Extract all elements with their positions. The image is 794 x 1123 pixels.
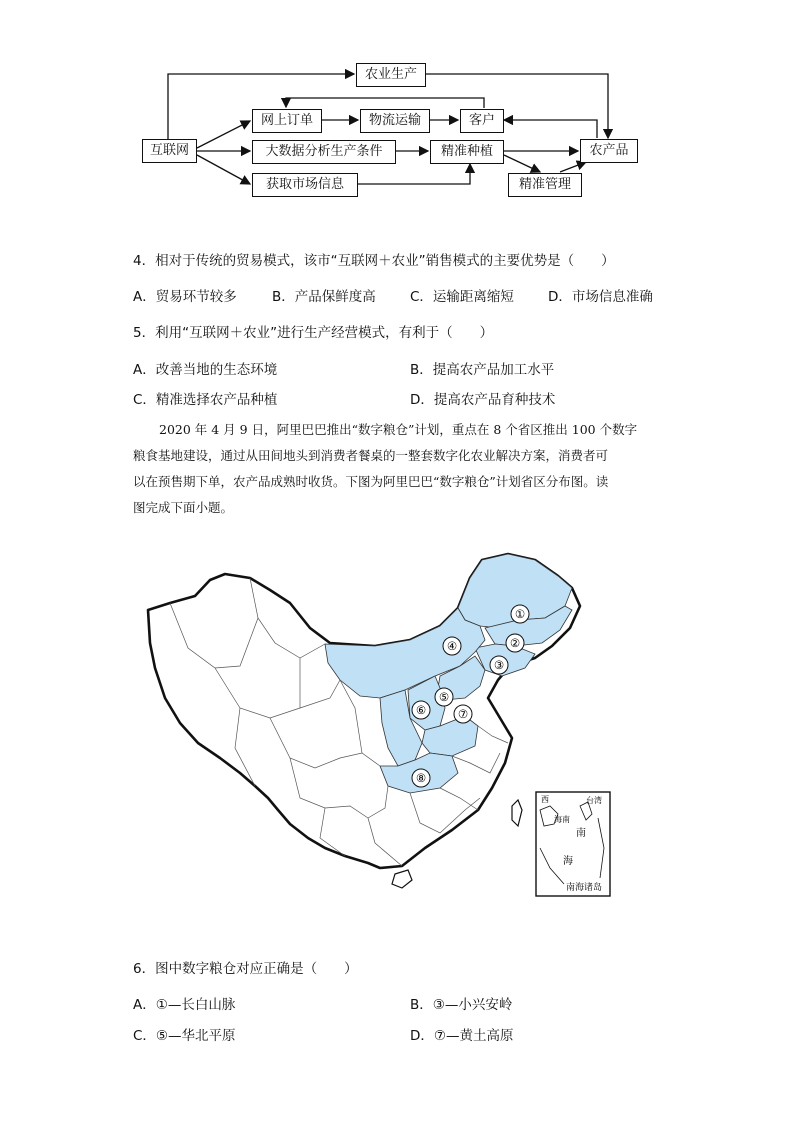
- arrow-customer-to-order: [286, 98, 484, 108]
- marker-6: ⑥: [415, 703, 427, 717]
- question-4-stem: 4．相对于传统的贸易模式，该市“互联网＋农业”销售模式的主要优势是（ ）: [133, 253, 615, 269]
- inset-label-hainan: 海南: [554, 815, 570, 824]
- marker-3: ③: [493, 658, 505, 672]
- inset-label-sea: 海: [563, 856, 573, 867]
- inset-label-taiwan: 台湾: [586, 796, 602, 805]
- node-big-data: 大数据分析生产条件: [252, 140, 396, 164]
- question-4-option-c[interactable]: C．运输距离缩短: [410, 289, 514, 305]
- inset-label-nanhai-islands: 南海诸岛: [566, 883, 603, 893]
- passage-line-1: 2020 年 4 月 9 日，阿里巴巴推出“数字粮仓”计划，重点在 8 个省区推出 100 个数字: [159, 422, 638, 437]
- passage: [133, 417, 663, 521]
- question-4-option-b[interactable]: B．产品保鲜度高: [272, 289, 376, 305]
- question-5-option-b[interactable]: B．提高农产品加工水平: [410, 362, 555, 378]
- passage-line-4: 图完成下面小题。: [133, 500, 234, 515]
- passage-line-3: 以在预售期下单，农产品成熟时收货。下图为阿里巴巴“数字粮仓”计划省区分布图。读: [133, 474, 609, 489]
- node-customer: 客户: [460, 109, 504, 133]
- question-6-option-b[interactable]: B．③—小兴安岭: [410, 997, 513, 1013]
- inset-label-south: 南: [576, 828, 586, 839]
- arrow-marketinfo-to-planting: [358, 164, 470, 184]
- marker-2: ②: [509, 636, 521, 650]
- arrow-planting-to-management: [504, 155, 540, 172]
- question-5-stem: 5．利用“互联网＋农业”进行生产经营模式，有利于（ ）: [133, 325, 494, 341]
- taiwan-island: [512, 800, 522, 826]
- arrow-products-to-customer: [504, 120, 597, 138]
- marker-1: ①: [514, 607, 526, 621]
- question-4-option-a[interactable]: A．贸易环节较多: [133, 289, 237, 305]
- node-precision-planting: 精准种植: [430, 140, 504, 164]
- marker-8: ⑧: [415, 771, 427, 785]
- node-precision-management: 精准管理: [508, 173, 582, 197]
- node-market-info: 获取市场信息: [252, 173, 358, 197]
- south-china-sea-inset: [536, 792, 610, 896]
- flowchart: [0, 0, 794, 210]
- question-6-option-d[interactable]: D．⑦—黄土高原: [410, 1028, 514, 1044]
- arrow-internet-to-marketinfo: [197, 155, 250, 184]
- inset-label-west: 西: [541, 795, 549, 804]
- passage-line-2: 粮食基地建设，通过从田间地头到消费者餐桌的一整套数字化农业解决方案，消费者可: [133, 448, 609, 463]
- node-agri-products: 农产品: [580, 139, 638, 163]
- question-6-stem: 6．图中数字粮仓对应正确是（ ）: [133, 961, 358, 977]
- node-internet: 互联网: [142, 139, 197, 163]
- question-4-option-d[interactable]: D．市场信息准确: [548, 289, 653, 305]
- question-5-option-c[interactable]: C．精准选择农产品种植: [133, 392, 278, 408]
- hainan-island: [392, 870, 412, 888]
- node-logistics: 物流运输: [360, 109, 430, 133]
- arrow-internet-to-order: [197, 121, 250, 148]
- marker-5: ⑤: [438, 690, 450, 704]
- marker-7: ⑦: [457, 707, 469, 721]
- flowchart-arrows: [0, 0, 794, 210]
- question-6-option-a[interactable]: A．①—长白山脉: [133, 997, 236, 1013]
- arrow-production-to-products: [426, 74, 608, 138]
- node-agri-production: 农业生产: [356, 63, 426, 87]
- question-5-option-d[interactable]: D．提高农产品育种技术: [410, 392, 556, 408]
- marker-4: ④: [446, 639, 458, 653]
- question-5-option-a[interactable]: A．改善当地的生态环境: [133, 362, 278, 378]
- arrow-management-to-products: [560, 162, 586, 172]
- node-online-order: 网上订单: [252, 109, 322, 133]
- question-6-option-c[interactable]: C．⑤—华北平原: [133, 1028, 236, 1044]
- china-map: [140, 548, 615, 908]
